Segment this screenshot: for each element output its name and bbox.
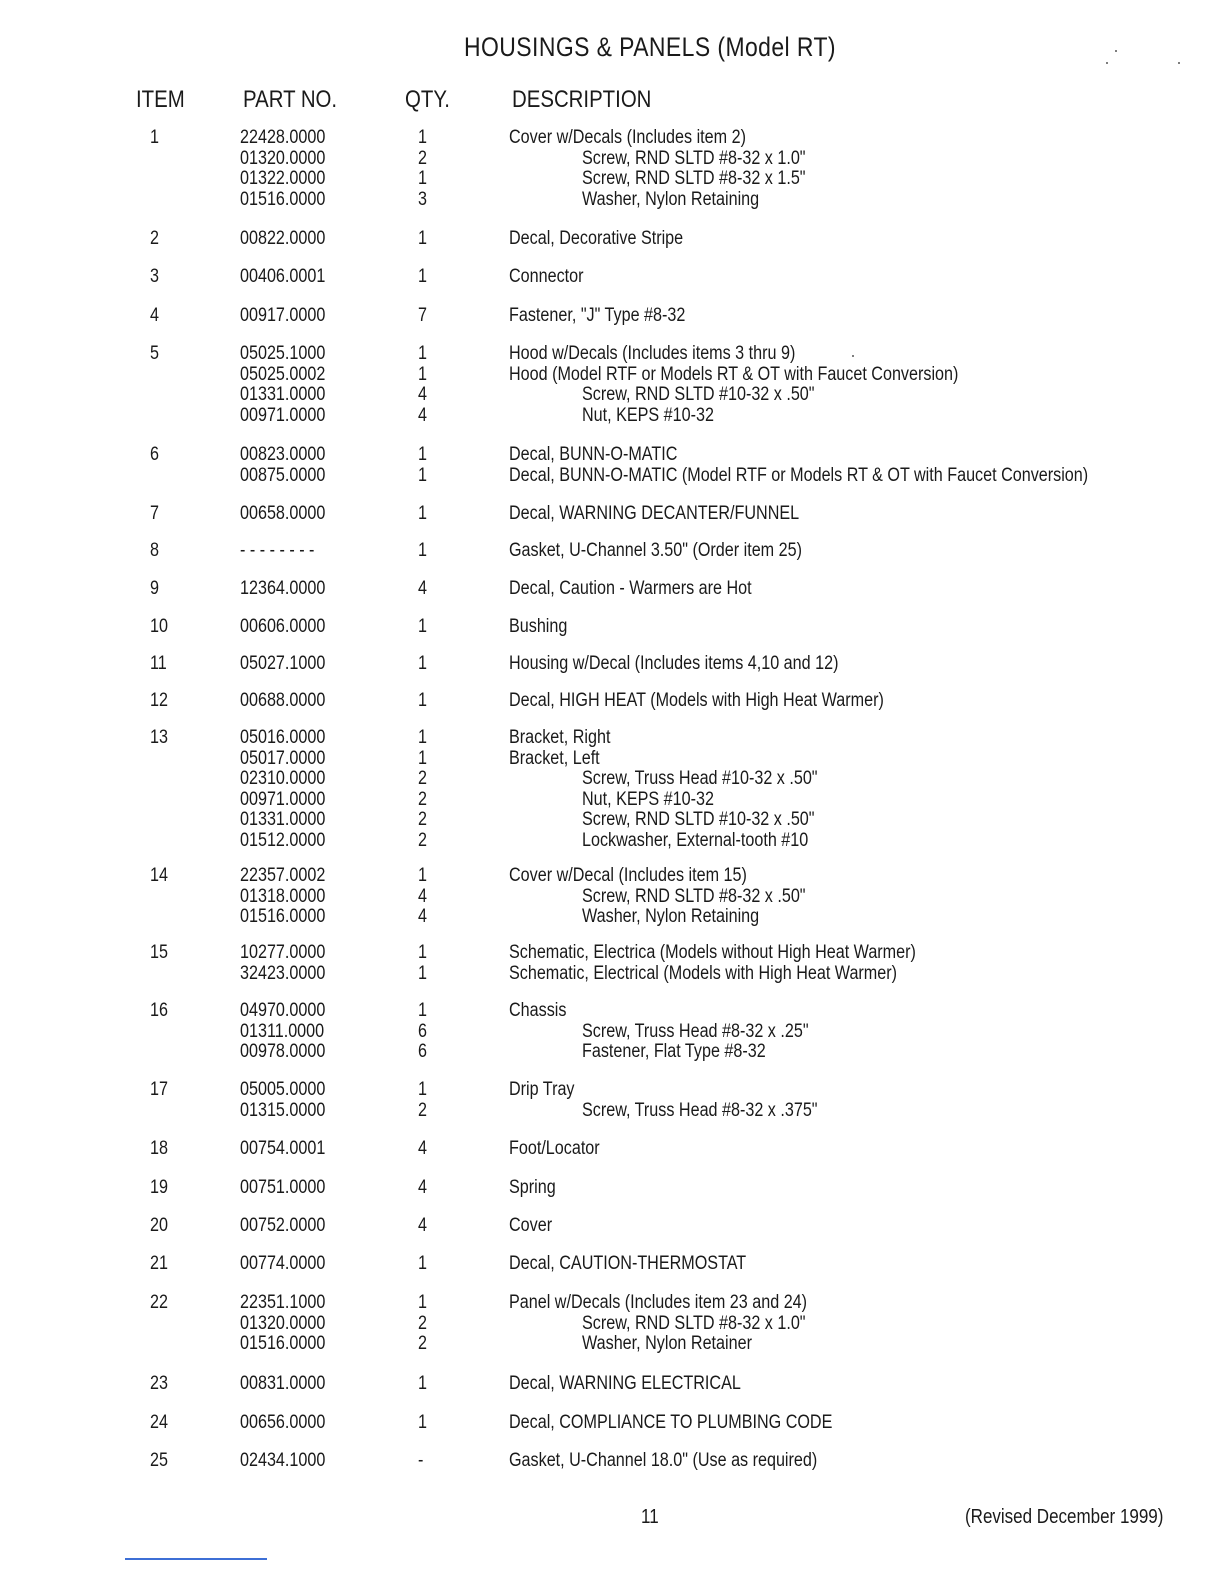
- description: Schematic, Electrica (Models without High Heat Warmer): [509, 942, 916, 963]
- item-number: 20: [150, 1215, 168, 1236]
- quantity: 1: [418, 653, 427, 674]
- description: Drip Tray: [509, 1079, 575, 1100]
- part-number: 00658.0000: [240, 503, 326, 524]
- part-row: [0, 1334, 1224, 1355]
- part-row: [0, 541, 1224, 562]
- part-number: 01331.0000: [240, 809, 326, 830]
- quantity: 2: [418, 829, 427, 851]
- scan-speck: [1106, 62, 1108, 64]
- part-group: [0, 1413, 1224, 1434]
- quantity: 2: [418, 1312, 427, 1334]
- quantity: -: [418, 1450, 424, 1471]
- description: Decal, Decorative Stripe: [509, 228, 684, 249]
- description: Bracket, Right: [509, 727, 611, 748]
- quantity: 1: [418, 464, 427, 486]
- quantity: 1: [418, 363, 427, 385]
- header-description: DESCRIPTION: [512, 86, 652, 113]
- scan-speck: [852, 355, 854, 357]
- part-number: 00752.0000: [240, 1215, 326, 1236]
- description: Decal, BUNN-O-MATIC: [509, 444, 678, 465]
- description: Screw, RND SLTD #10-32 x .50": [582, 809, 815, 830]
- part-number: 22428.0000: [240, 127, 326, 148]
- quantity: 4: [418, 384, 427, 405]
- part-number: 01516.0000: [240, 1333, 326, 1354]
- part-number: 00751.0000: [240, 1177, 326, 1198]
- description: Decal, CAUTION-THERMOSTAT: [509, 1253, 747, 1274]
- part-group: [0, 267, 1224, 288]
- quantity: 1: [418, 127, 427, 148]
- part-number: 01516.0000: [240, 906, 326, 927]
- description: Lockwasher, External-tooth #10: [582, 829, 809, 851]
- description: Foot/Locator: [509, 1138, 600, 1159]
- part-number: 02434.1000: [240, 1450, 326, 1471]
- part-row: [0, 149, 1224, 170]
- item-number: 21: [150, 1253, 168, 1274]
- item-number: 23: [150, 1373, 168, 1394]
- description: Screw, Truss Head #8-32 x .375": [582, 1099, 818, 1121]
- description: Washer, Nylon Retainer: [582, 1333, 752, 1354]
- part-row: [0, 579, 1224, 600]
- scan-speck: [1178, 62, 1180, 64]
- part-number: 00971.0000: [240, 404, 326, 426]
- item-number: 12: [150, 690, 168, 711]
- item-number: 11: [150, 653, 167, 674]
- description: Cover: [509, 1215, 553, 1236]
- quantity: 4: [418, 404, 427, 426]
- part-row: [0, 344, 1224, 365]
- quantity: 4: [418, 885, 427, 907]
- quantity: 2: [418, 788, 427, 810]
- part-row: [0, 504, 1224, 525]
- description: Decal, WARNING ELECTRICAL: [509, 1373, 741, 1394]
- quantity: 1: [418, 1079, 427, 1100]
- quantity: 2: [418, 1333, 427, 1354]
- description: Cover w/Decals (Includes item 2): [509, 127, 746, 148]
- part-number: - - - - - - - -: [240, 540, 315, 561]
- part-group: [0, 504, 1224, 525]
- description: Washer, Nylon Retaining: [582, 188, 760, 210]
- part-number: 05005.0000: [240, 1079, 326, 1100]
- description: Cover w/Decal (Includes item 15): [509, 865, 747, 886]
- item-number: 3: [150, 266, 159, 287]
- part-number: 00822.0000: [240, 228, 326, 249]
- part-number: 00917.0000: [240, 305, 326, 326]
- quantity: 1: [418, 540, 427, 561]
- part-number: 05017.0000: [240, 747, 326, 769]
- part-group: [0, 617, 1224, 638]
- quantity: 1: [418, 727, 427, 748]
- description: Connector: [509, 266, 584, 287]
- description: Fastener, Flat Type #8-32: [582, 1041, 766, 1062]
- part-number: 01516.0000: [240, 188, 326, 210]
- part-number: 00831.0000: [240, 1373, 326, 1394]
- footer-rule: [125, 1558, 267, 1560]
- part-number: 00656.0000: [240, 1412, 326, 1433]
- item-number: 2: [150, 228, 159, 249]
- header-qty: QTY.: [405, 86, 450, 113]
- part-number: 01315.0000: [240, 1099, 326, 1121]
- description: Hood (Model RTF or Models RT & OT with Faucet Conversion): [509, 363, 959, 385]
- part-group: [0, 943, 1224, 984]
- quantity: 4: [418, 1138, 427, 1159]
- part-number: 01320.0000: [240, 147, 326, 169]
- quantity: 1: [418, 444, 427, 465]
- part-number: 22357.0002: [240, 865, 326, 886]
- quantity: 7: [418, 305, 427, 326]
- description: Decal, HIGH HEAT (Models with High Heat Warmer): [509, 690, 884, 711]
- item-number: 18: [150, 1138, 168, 1159]
- part-row: [0, 617, 1224, 638]
- part-row: [0, 964, 1224, 985]
- header-item: ITEM: [136, 86, 185, 113]
- quantity: 1: [418, 1000, 427, 1021]
- part-row: [0, 466, 1224, 487]
- part-group: [0, 691, 1224, 712]
- part-row: [0, 1314, 1224, 1335]
- quantity: 2: [418, 768, 427, 789]
- quantity: 1: [418, 1253, 427, 1274]
- part-row: [0, 385, 1224, 406]
- part-group: [0, 866, 1224, 928]
- part-row: [0, 1178, 1224, 1199]
- revision-note: (Revised December 1999): [965, 1506, 1164, 1528]
- part-number: 32423.0000: [240, 962, 326, 984]
- description: Screw, RND SLTD #8-32 x 1.5": [582, 168, 806, 189]
- quantity: 1: [418, 962, 427, 984]
- part-number: 01512.0000: [240, 829, 326, 851]
- description: Washer, Nylon Retaining: [582, 906, 760, 927]
- part-number: 01322.0000: [240, 168, 326, 189]
- part-row: [0, 169, 1224, 190]
- part-group: [0, 1001, 1224, 1063]
- part-number: 05025.1000: [240, 343, 326, 364]
- part-group: [0, 728, 1224, 851]
- part-group: [0, 128, 1224, 210]
- item-number: 17: [150, 1079, 168, 1100]
- quantity: 1: [418, 1292, 427, 1313]
- part-group: [0, 344, 1224, 426]
- part-group: [0, 541, 1224, 562]
- quantity: 2: [418, 1099, 427, 1121]
- quantity: 1: [418, 228, 427, 249]
- description: Chassis: [509, 1000, 567, 1021]
- part-row: [0, 306, 1224, 327]
- item-number: 19: [150, 1177, 168, 1198]
- part-row: [0, 1042, 1224, 1063]
- part-row: [0, 267, 1224, 288]
- part-row: [0, 691, 1224, 712]
- item-number: 22: [150, 1292, 168, 1313]
- part-row: [0, 128, 1224, 149]
- part-number: 01318.0000: [240, 885, 326, 907]
- description: Bracket, Left: [509, 747, 600, 769]
- part-row: [0, 1451, 1224, 1472]
- description: Fastener, "J" Type #8-32: [509, 305, 686, 326]
- item-number: 1: [150, 127, 159, 148]
- part-number: 00971.0000: [240, 788, 326, 810]
- part-number: 04970.0000: [240, 1000, 326, 1021]
- part-group: [0, 445, 1224, 486]
- item-number: 8: [150, 540, 159, 561]
- part-number: 10277.0000: [240, 942, 326, 963]
- part-row: [0, 728, 1224, 749]
- item-number: 7: [150, 503, 159, 524]
- part-row: [0, 749, 1224, 770]
- quantity: 4: [418, 1177, 427, 1198]
- part-number: 00875.0000: [240, 464, 326, 486]
- item-number: 16: [150, 1000, 168, 1021]
- description: Gasket, U-Channel 3.50" (Order item 25): [509, 540, 802, 561]
- description: Screw, Truss Head #10-32 x .50": [582, 768, 818, 789]
- part-number: 00774.0000: [240, 1253, 326, 1274]
- scan-speck: [1115, 50, 1117, 52]
- description: Screw, RND SLTD #10-32 x .50": [582, 384, 815, 405]
- quantity: 4: [418, 1215, 427, 1236]
- quantity: 1: [418, 343, 427, 364]
- part-group: [0, 579, 1224, 600]
- description: Nut, KEPS #10-32: [582, 404, 714, 426]
- part-group: [0, 654, 1224, 675]
- part-row: [0, 1254, 1224, 1275]
- description: Nut, KEPS #10-32: [582, 788, 714, 810]
- part-row: [0, 1139, 1224, 1160]
- part-row: [0, 365, 1224, 386]
- part-group: [0, 1451, 1224, 1472]
- part-group: [0, 229, 1224, 250]
- part-number: 05027.1000: [240, 653, 326, 674]
- quantity: 1: [418, 266, 427, 287]
- part-row: [0, 831, 1224, 852]
- item-number: 24: [150, 1412, 168, 1433]
- quantity: 1: [418, 690, 427, 711]
- quantity: 6: [418, 1020, 427, 1042]
- part-row: [0, 229, 1224, 250]
- description: Spring: [509, 1177, 556, 1198]
- part-number: 22351.1000: [240, 1292, 326, 1313]
- part-number: 00688.0000: [240, 690, 326, 711]
- part-group: [0, 1293, 1224, 1355]
- part-row: [0, 1022, 1224, 1043]
- part-number: 01320.0000: [240, 1312, 326, 1334]
- part-group: [0, 1139, 1224, 1160]
- description: Hood w/Decals (Includes items 3 thru 9): [509, 343, 796, 364]
- description: Housing w/Decal (Includes items 4,10 and 12): [509, 653, 839, 674]
- part-group: [0, 1216, 1224, 1237]
- description: Schematic, Electrical (Models with High Heat Warmer): [509, 962, 898, 984]
- page-number: 11: [641, 1506, 659, 1528]
- part-number: 00823.0000: [240, 444, 326, 465]
- part-number: 01311.0000: [240, 1020, 325, 1042]
- item-number: 15: [150, 942, 168, 963]
- part-group: [0, 1374, 1224, 1395]
- part-number: 00978.0000: [240, 1041, 326, 1062]
- description: Screw, RND SLTD #8-32 x .50": [582, 885, 806, 907]
- quantity: 6: [418, 1041, 427, 1062]
- part-row: [0, 1001, 1224, 1022]
- quantity: 1: [418, 1373, 427, 1394]
- quantity: 4: [418, 906, 427, 927]
- item-number: 14: [150, 865, 168, 886]
- part-number: 12364.0000: [240, 578, 326, 599]
- quantity: 1: [418, 747, 427, 769]
- quantity: 4: [418, 578, 427, 599]
- item-number: 9: [150, 578, 159, 599]
- part-row: [0, 445, 1224, 466]
- description: Gasket, U-Channel 18.0" (Use as required): [509, 1450, 818, 1471]
- part-number: 00754.0001: [240, 1138, 326, 1159]
- quantity: 2: [418, 147, 427, 169]
- part-row: [0, 190, 1224, 211]
- part-row: [0, 907, 1224, 928]
- part-row: [0, 406, 1224, 427]
- description: Screw, RND SLTD #8-32 x 1.0": [582, 147, 806, 169]
- item-number: 5: [150, 343, 159, 364]
- part-group: [0, 1178, 1224, 1199]
- part-row: [0, 1216, 1224, 1237]
- part-row: [0, 769, 1224, 790]
- part-number: 00606.0000: [240, 616, 326, 637]
- item-number: 13: [150, 727, 168, 748]
- description: Panel w/Decals (Includes item 23 and 24): [509, 1292, 808, 1313]
- part-number: 05016.0000: [240, 727, 326, 748]
- part-row: [0, 943, 1224, 964]
- item-number: 6: [150, 444, 159, 465]
- part-group: [0, 1080, 1224, 1121]
- quantity: 1: [418, 616, 427, 637]
- description: Decal, WARNING DECANTER/FUNNEL: [509, 503, 800, 524]
- item-number: 10: [150, 616, 168, 637]
- part-number: 00406.0001: [240, 266, 326, 287]
- description: Bushing: [509, 616, 568, 637]
- item-number: 25: [150, 1450, 168, 1471]
- quantity: 3: [418, 188, 427, 210]
- quantity: 2: [418, 809, 427, 830]
- quantity: 1: [418, 503, 427, 524]
- part-row: [0, 1413, 1224, 1434]
- description: Decal, BUNN-O-MATIC (Model RTF or Models RT & OT with Faucet Conversion): [509, 464, 1089, 486]
- part-row: [0, 1374, 1224, 1395]
- description: Decal, Caution - Warmers are Hot: [509, 578, 752, 599]
- part-number: 01331.0000: [240, 384, 326, 405]
- part-group: [0, 1254, 1224, 1275]
- part-row: [0, 887, 1224, 908]
- description: Screw, Truss Head #8-32 x .25": [582, 1020, 809, 1042]
- part-row: [0, 1293, 1224, 1314]
- part-row: [0, 790, 1224, 811]
- part-number: 05025.0002: [240, 363, 326, 385]
- quantity: 1: [418, 168, 427, 189]
- page-title: HOUSINGS & PANELS (Model RT): [464, 32, 836, 62]
- part-number: 02310.0000: [240, 768, 326, 789]
- part-group: [0, 306, 1224, 327]
- part-row: [0, 866, 1224, 887]
- item-number: 4: [150, 305, 159, 326]
- part-row: [0, 1101, 1224, 1122]
- description: Decal, COMPLIANCE TO PLUMBING CODE: [509, 1412, 833, 1433]
- part-row: [0, 654, 1224, 675]
- header-part-no: PART NO.: [243, 86, 338, 113]
- quantity: 1: [418, 865, 427, 886]
- part-row: [0, 810, 1224, 831]
- quantity: 1: [418, 942, 427, 963]
- part-row: [0, 1080, 1224, 1101]
- description: Screw, RND SLTD #8-32 x 1.0": [582, 1312, 806, 1334]
- quantity: 1: [418, 1412, 427, 1433]
